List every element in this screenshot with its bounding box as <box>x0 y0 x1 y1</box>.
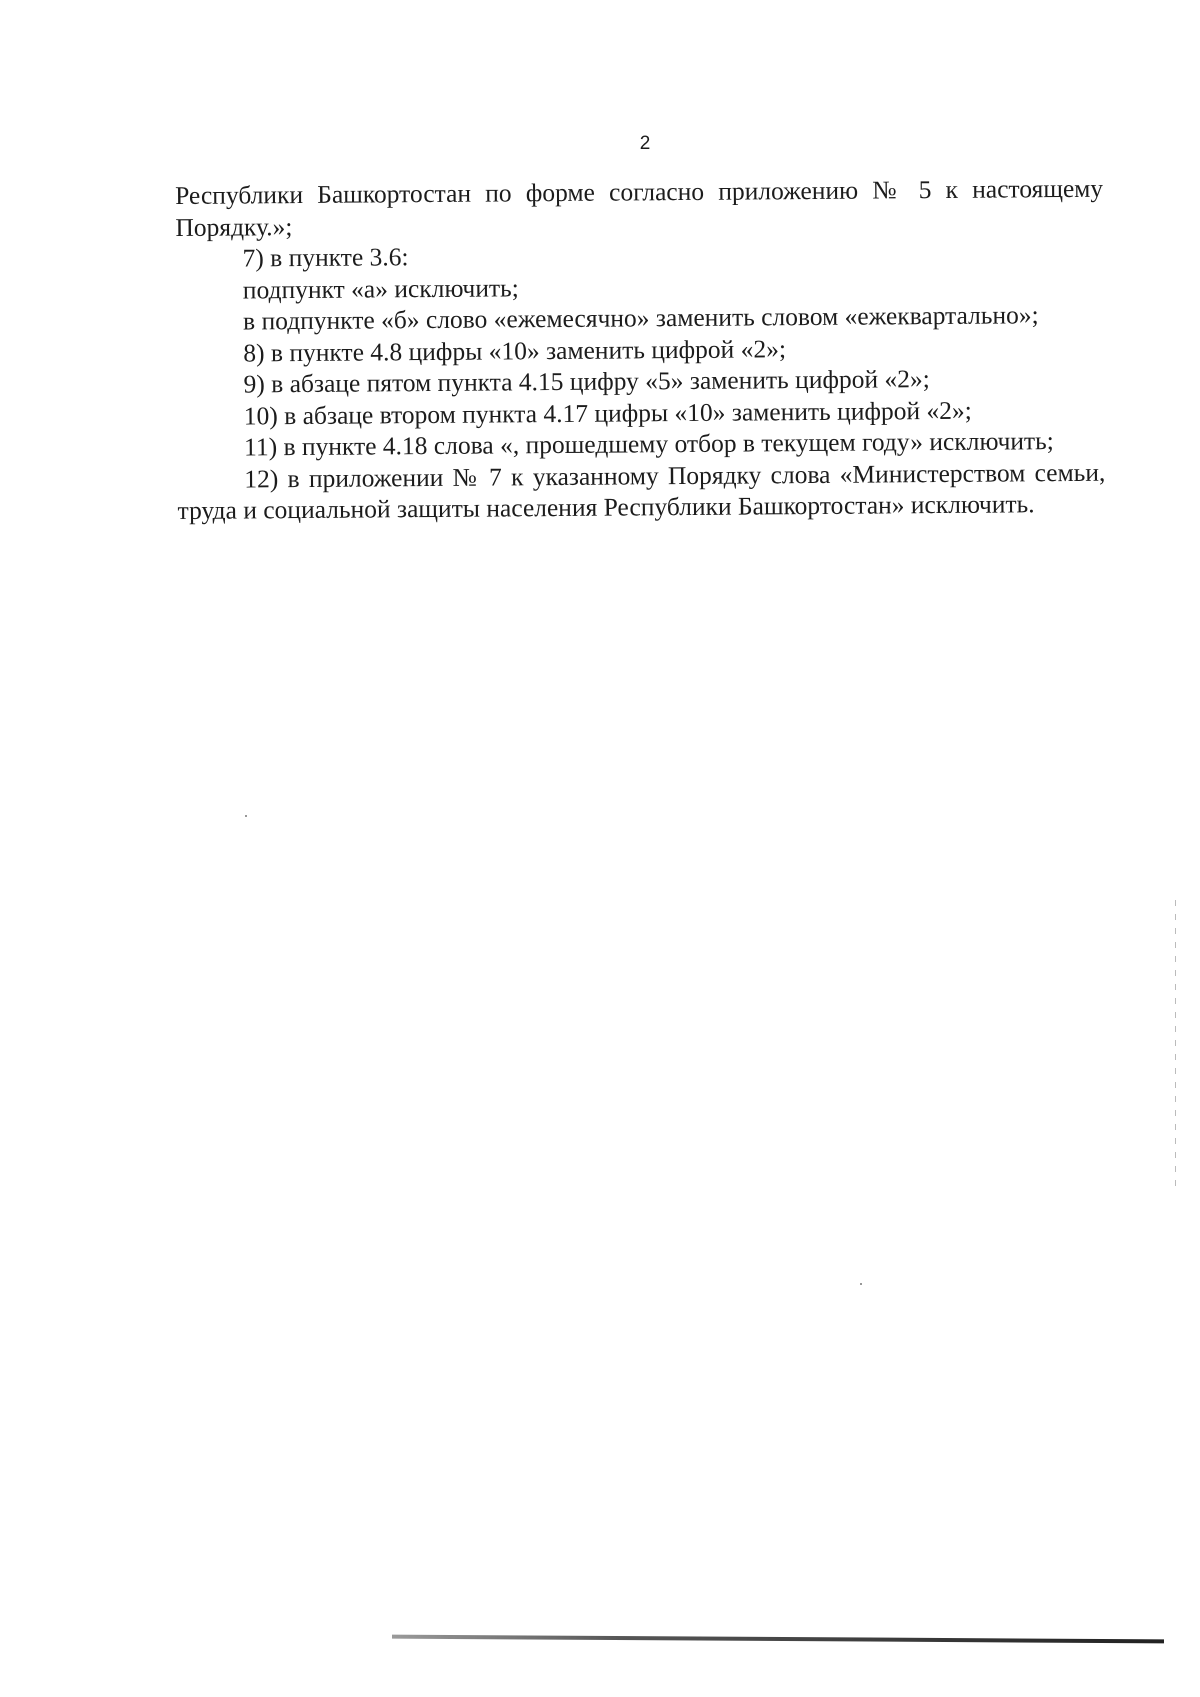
paragraph-item-9: 9) в абзаце пятом пункта 4.15 цифру «5» заменить цифрой «2»; <box>243 364 930 399</box>
scan-right-edge <box>1175 900 1176 1190</box>
paragraph-continuation: Республики Башкортостан по форме согласно приложению № 5 к настоящему Порядку.»; <box>175 173 1104 242</box>
paragraph-item-12: 12) в приложении № 7 к указанному Порядку слова «Министерством семьи, труда и социальной защиты населения Республики Башкортостан» исключить. <box>177 457 1106 525</box>
scan-speck <box>245 815 247 817</box>
paragraph-subitem-b: в подпункте «б» слово «ежемесячно» заменить словом «ежеквартально»; <box>242 300 1039 336</box>
scan-speck <box>860 1283 862 1285</box>
page-number: 2 <box>639 133 651 154</box>
paragraph-subitem-a: подпункт «а» исключить; <box>242 272 519 304</box>
paragraph-item-8: 8) в пункте 4.8 цифры «10» заменить цифрой «2»; <box>243 333 787 367</box>
scan-bottom-line <box>392 1635 1164 1644</box>
paragraph-item-10: 10) в абзаце втором пункта 4.17 цифры «10» заменить цифрой «2»; <box>243 395 972 430</box>
paragraph-item-7: 7) в пункте 3.6: <box>242 242 409 273</box>
paragraph-item-11: 11) в пункте 4.18 слова «, прошедшему отбор в текущем году» исключить; <box>243 426 1054 462</box>
document-body <box>175 173 1106 527</box>
